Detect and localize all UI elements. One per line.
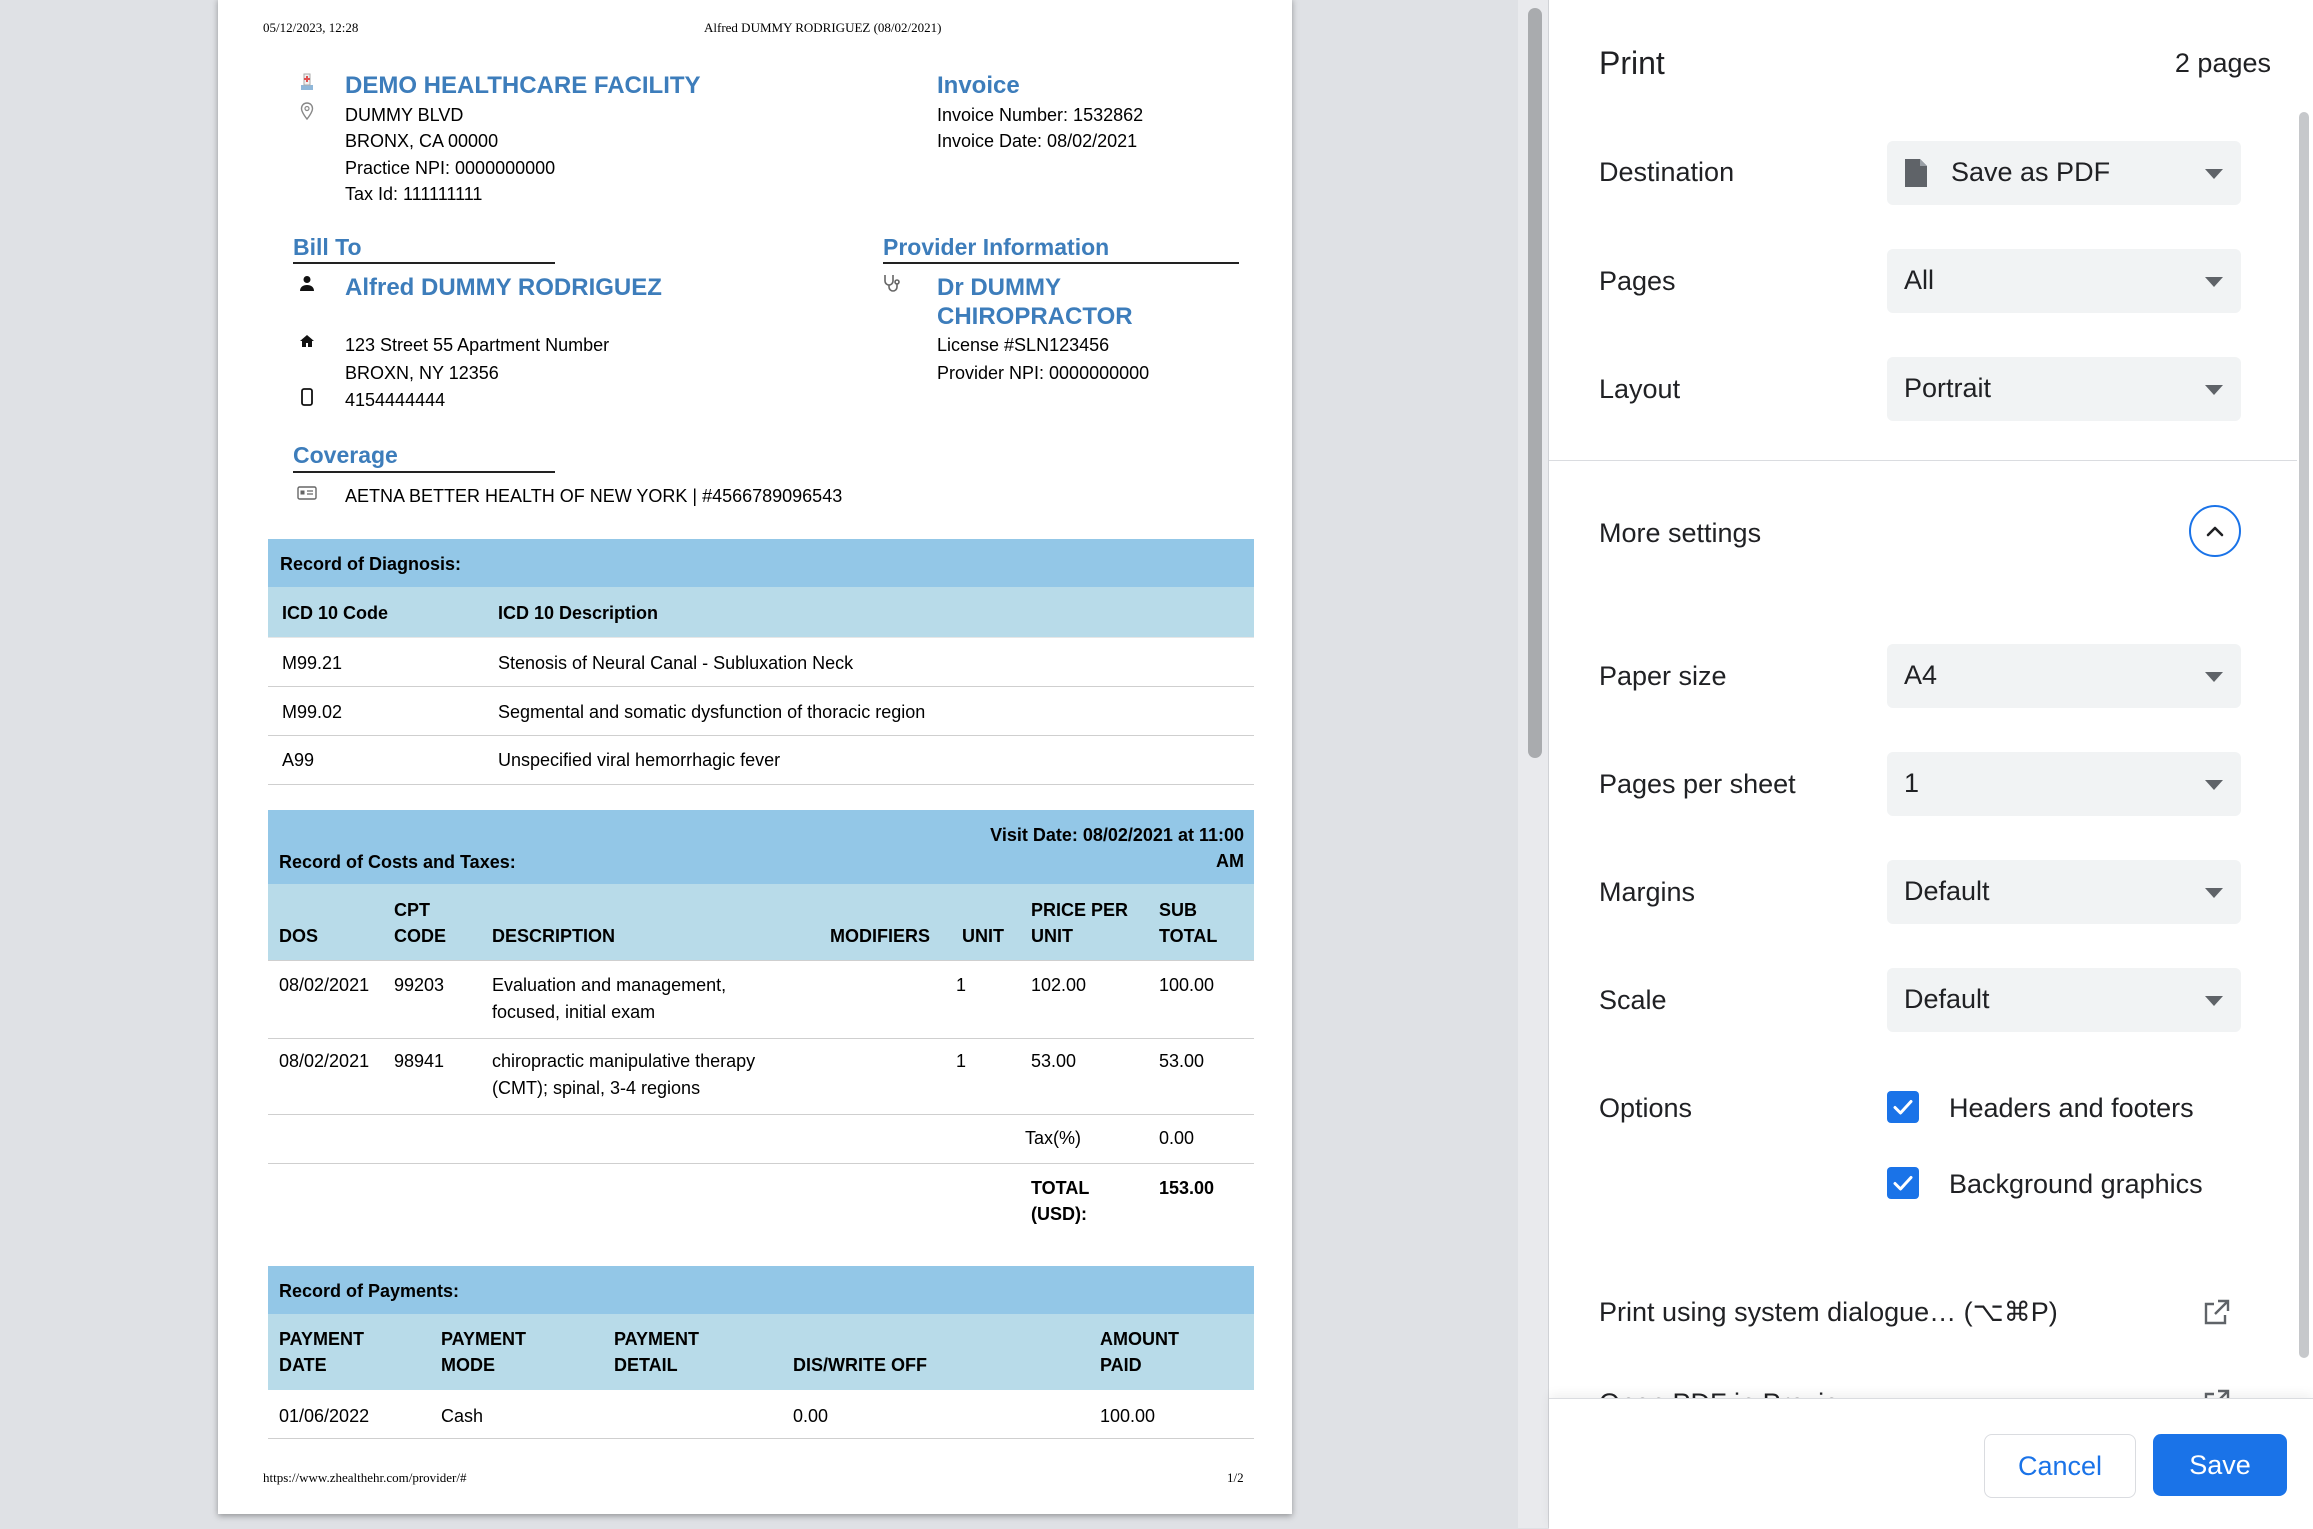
payments-title-band bbox=[268, 1266, 1254, 1314]
background-graphics-label[interactable]: Background graphics bbox=[1949, 1169, 2203, 1199]
destination-value: Save as PDF bbox=[1951, 157, 2111, 187]
costs-col-price-line1: PRICE PER bbox=[1031, 900, 1129, 920]
visit-date-line1: Visit Date: 08/02/2021 at 11:00 bbox=[990, 825, 1244, 845]
cost-dos: 08/02/2021 bbox=[279, 1051, 370, 1071]
stethoscope-icon bbox=[880, 272, 902, 294]
layout-value: Portrait bbox=[1904, 373, 1992, 403]
home-icon bbox=[296, 330, 318, 352]
cost-unit: 1 bbox=[956, 975, 967, 995]
hospital-icon bbox=[296, 70, 318, 92]
payments-col-writeoff: DIS/WRITE OFF bbox=[793, 1355, 927, 1375]
scale-label: Scale bbox=[1599, 985, 1667, 1015]
background-graphics-checkbox[interactable] bbox=[1887, 1167, 1919, 1199]
preview-scrollbar-thumb[interactable] bbox=[1528, 8, 1542, 758]
pages-label: Pages bbox=[1599, 266, 1676, 296]
provider-name-line2: CHIROPRACTOR bbox=[937, 303, 1133, 330]
payments-col-date-line1: PAYMENT bbox=[279, 1329, 365, 1349]
costs-col-cpt-line1: CPT bbox=[394, 900, 430, 920]
cost-subtotal: 53.00 bbox=[1159, 1051, 1205, 1071]
pages-select[interactable] bbox=[1887, 249, 2241, 313]
layout-label: Layout bbox=[1599, 374, 1681, 404]
paper-size-select[interactable] bbox=[1887, 644, 2241, 708]
costs-row-divider bbox=[268, 1038, 1254, 1039]
chevron-down-icon bbox=[2205, 996, 2223, 1006]
diagnosis-description: Segmental and somatic dysfunction of thoracic region bbox=[498, 702, 926, 722]
diagnosis-col-description: ICD 10 Description bbox=[498, 603, 659, 623]
facility-name: DEMO HEALTHCARE FACILITY bbox=[345, 72, 701, 99]
open-external-icon[interactable] bbox=[2203, 1298, 2231, 1331]
coverage-heading: Coverage bbox=[293, 442, 398, 468]
print-header-title: Alfred DUMMY RODRIGUEZ (08/02/2021) bbox=[704, 20, 942, 35]
costs-row-divider bbox=[268, 1163, 1254, 1164]
payments-col-mode-line1: PAYMENT bbox=[441, 1329, 527, 1349]
patient-phone: 4154444444 bbox=[345, 390, 446, 410]
dialog-footer bbox=[1549, 1398, 2313, 1529]
costs-col-modifiers: MODIFIERS bbox=[830, 926, 931, 946]
diagnosis-title-band bbox=[268, 539, 1254, 587]
payments-col-detail-line1: PAYMENT bbox=[614, 1329, 700, 1349]
pages-per-sheet-label: Pages per sheet bbox=[1599, 769, 1796, 799]
costs-header-row bbox=[268, 884, 1254, 960]
diagnosis-row-divider bbox=[268, 784, 1254, 785]
provider-info-underline bbox=[883, 262, 1239, 264]
chevron-down-icon bbox=[2205, 672, 2223, 682]
print-system-dialog-link[interactable]: Print using system dialogue… (⌥⌘P) bbox=[1599, 1297, 2058, 1327]
diagnosis-description: Unspecified viral hemorrhagic fever bbox=[498, 750, 781, 770]
print-title: Print bbox=[1599, 45, 1665, 81]
payment-writeoff: 0.00 bbox=[793, 1406, 829, 1426]
costs-title-band bbox=[268, 810, 1254, 884]
chevron-down-icon bbox=[2205, 780, 2223, 790]
document-icon bbox=[1903, 157, 1929, 194]
diagnosis-section-title: Record of Diagnosis: bbox=[280, 554, 462, 574]
costs-col-unit: UNIT bbox=[962, 926, 1004, 946]
payments-col-amount-line2: PAID bbox=[1100, 1355, 1142, 1375]
diagnosis-row-divider bbox=[268, 735, 1254, 736]
cost-price: 53.00 bbox=[1031, 1051, 1077, 1071]
diagnosis-description: Stenosis of Neural Canal - Subluxation Neck bbox=[498, 653, 854, 673]
cost-subtotal: 100.00 bbox=[1159, 975, 1215, 995]
costs-col-description: DESCRIPTION bbox=[492, 926, 616, 946]
payment-amount: 100.00 bbox=[1100, 1406, 1156, 1426]
total-label-line2: (USD): bbox=[1031, 1204, 1087, 1224]
pages-per-sheet-value: 1 bbox=[1904, 768, 1920, 798]
margins-select[interactable] bbox=[1887, 860, 2241, 924]
diagnosis-row-divider bbox=[268, 686, 1254, 687]
invoice-number: Invoice Number: 1532862 bbox=[937, 105, 1144, 125]
destination-label: Destination bbox=[1599, 157, 1735, 187]
invoice-date: Invoice Date: 08/02/2021 bbox=[937, 131, 1138, 151]
cost-cpt-code: 98941 bbox=[394, 1051, 445, 1071]
bill-to-underline bbox=[293, 262, 555, 264]
chevron-down-icon bbox=[2205, 169, 2223, 179]
provider-info-heading: Provider Information bbox=[883, 234, 1110, 260]
scale-value: Default bbox=[1904, 984, 1990, 1014]
destination-select[interactable] bbox=[1887, 141, 2241, 205]
diagnosis-code: A99 bbox=[282, 750, 315, 770]
provider-license: License #SLN123456 bbox=[937, 335, 1110, 355]
cost-description-line1: chiropractic manipulative therapy bbox=[492, 1051, 756, 1071]
payments-col-amount-line1: AMOUNT bbox=[1100, 1329, 1179, 1349]
headers-footers-checkbox[interactable] bbox=[1887, 1091, 1919, 1123]
checkmark-icon bbox=[1892, 1098, 1914, 1116]
print-header-date: 05/12/2023, 12:28 bbox=[263, 20, 359, 35]
layout-select[interactable] bbox=[1887, 357, 2241, 421]
costs-col-cpt-line2: CODE bbox=[394, 926, 447, 946]
provider-npi: Provider NPI: 0000000000 bbox=[937, 363, 1150, 383]
page-count: 2 pages bbox=[2174, 48, 2271, 78]
insurance-card-icon bbox=[296, 482, 318, 504]
payments-col-date-line2: DATE bbox=[279, 1355, 327, 1375]
pages-value: All bbox=[1904, 265, 1935, 295]
total-value: 153.00 bbox=[1159, 1178, 1215, 1198]
options-label: Options bbox=[1599, 1093, 1693, 1123]
coverage-details: AETNA BETTER HEALTH OF NEW YORK | #4566789096543 bbox=[345, 486, 843, 506]
person-icon bbox=[296, 272, 318, 294]
preview-page bbox=[218, 0, 1292, 1514]
print-settings-panel bbox=[1548, 0, 2313, 1528]
open-pdf-row-clip bbox=[1549, 1378, 2297, 1400]
paper-size-label: Paper size bbox=[1599, 661, 1727, 691]
save-button[interactable]: Save bbox=[2153, 1434, 2287, 1496]
chevron-down-icon bbox=[2205, 385, 2223, 395]
costs-col-subtotal-line1: SUB bbox=[1159, 900, 1198, 920]
patient-city: BROXN, NY 12356 bbox=[345, 363, 499, 383]
costs-col-subtotal-line2: TOTAL bbox=[1159, 926, 1218, 946]
costs-col-price-line2: UNIT bbox=[1031, 926, 1073, 946]
chevron-up-icon bbox=[2205, 524, 2225, 538]
cost-dos: 08/02/2021 bbox=[279, 975, 370, 995]
provider-name-line1: Dr DUMMY bbox=[937, 274, 1061, 301]
patient-street: 123 Street 55 Apartment Number bbox=[345, 335, 610, 355]
paper-size-value: A4 bbox=[1904, 660, 1938, 690]
cost-description-line1: Evaluation and management, bbox=[492, 975, 727, 995]
facility-address-line2: BRONX, CA 00000 bbox=[345, 131, 499, 151]
diagnosis-header-row bbox=[268, 587, 1254, 637]
facility-address-line1: DUMMY BLVD bbox=[345, 105, 464, 125]
coverage-underline bbox=[293, 471, 555, 473]
print-footer-url: https://www.zhealthehr.com/provider/# bbox=[263, 1470, 467, 1485]
payment-date: 01/06/2022 bbox=[279, 1406, 370, 1426]
cost-description-line2: focused, initial exam bbox=[492, 1002, 656, 1022]
payments-col-detail-line2: DETAIL bbox=[614, 1355, 678, 1375]
diagnosis-col-code: ICD 10 Code bbox=[282, 603, 389, 623]
cost-cpt-code: 99203 bbox=[394, 975, 445, 995]
payments-section-title: Record of Payments: bbox=[279, 1281, 460, 1301]
mobile-phone-icon bbox=[296, 386, 318, 408]
chevron-down-icon bbox=[2205, 277, 2223, 287]
payments-header-row bbox=[268, 1314, 1254, 1390]
cost-unit: 1 bbox=[956, 1051, 967, 1071]
collapse-more-settings-button[interactable] bbox=[2189, 505, 2241, 557]
cancel-button[interactable]: Cancel bbox=[1984, 1434, 2136, 1498]
diagnosis-row-divider bbox=[268, 637, 1254, 638]
invoice-heading: Invoice bbox=[937, 72, 1020, 99]
tax-label: Tax(%) bbox=[1025, 1128, 1082, 1148]
diagnosis-code: M99.02 bbox=[282, 702, 343, 722]
scale-select[interactable] bbox=[1887, 968, 2241, 1032]
settings-scrollbar-thumb[interactable] bbox=[2299, 112, 2309, 1358]
payments-row-divider bbox=[268, 1438, 1254, 1439]
checkmark-icon bbox=[1892, 1174, 1914, 1192]
pages-per-sheet-select[interactable] bbox=[1887, 752, 2241, 816]
costs-col-dos: DOS bbox=[279, 926, 319, 946]
section-divider bbox=[1549, 460, 2297, 461]
diagnosis-code: M99.21 bbox=[282, 653, 343, 673]
location-pin-icon bbox=[296, 100, 318, 122]
facility-tax-id: Tax Id: 111111111 bbox=[345, 184, 483, 204]
margins-label: Margins bbox=[1599, 877, 1696, 907]
costs-row-divider bbox=[268, 1114, 1254, 1115]
headers-footers-label[interactable]: Headers and footers bbox=[1949, 1093, 2194, 1123]
more-settings-label[interactable]: More settings bbox=[1599, 518, 1762, 548]
costs-row-divider bbox=[268, 960, 1254, 961]
patient-name: Alfred DUMMY RODRIGUEZ bbox=[345, 274, 662, 301]
facility-npi: Practice NPI: 0000000000 bbox=[345, 158, 556, 178]
cost-description-line2: (CMT); spinal, 3-4 regions bbox=[492, 1078, 701, 1098]
chevron-down-icon bbox=[2205, 888, 2223, 898]
costs-section-title: Record of Costs and Taxes: bbox=[279, 852, 516, 872]
payment-mode: Cash bbox=[441, 1406, 484, 1426]
visit-date-line2: AM bbox=[1216, 851, 1244, 871]
margins-value: Default bbox=[1904, 876, 1990, 906]
tax-value: 0.00 bbox=[1159, 1128, 1195, 1148]
cost-price: 102.00 bbox=[1031, 975, 1087, 995]
total-label-line1: TOTAL bbox=[1031, 1178, 1090, 1198]
bill-to-heading: Bill To bbox=[293, 234, 362, 260]
payments-col-mode-line2: MODE bbox=[441, 1355, 495, 1375]
print-footer-page-number: 1/2 bbox=[1227, 1470, 1244, 1485]
